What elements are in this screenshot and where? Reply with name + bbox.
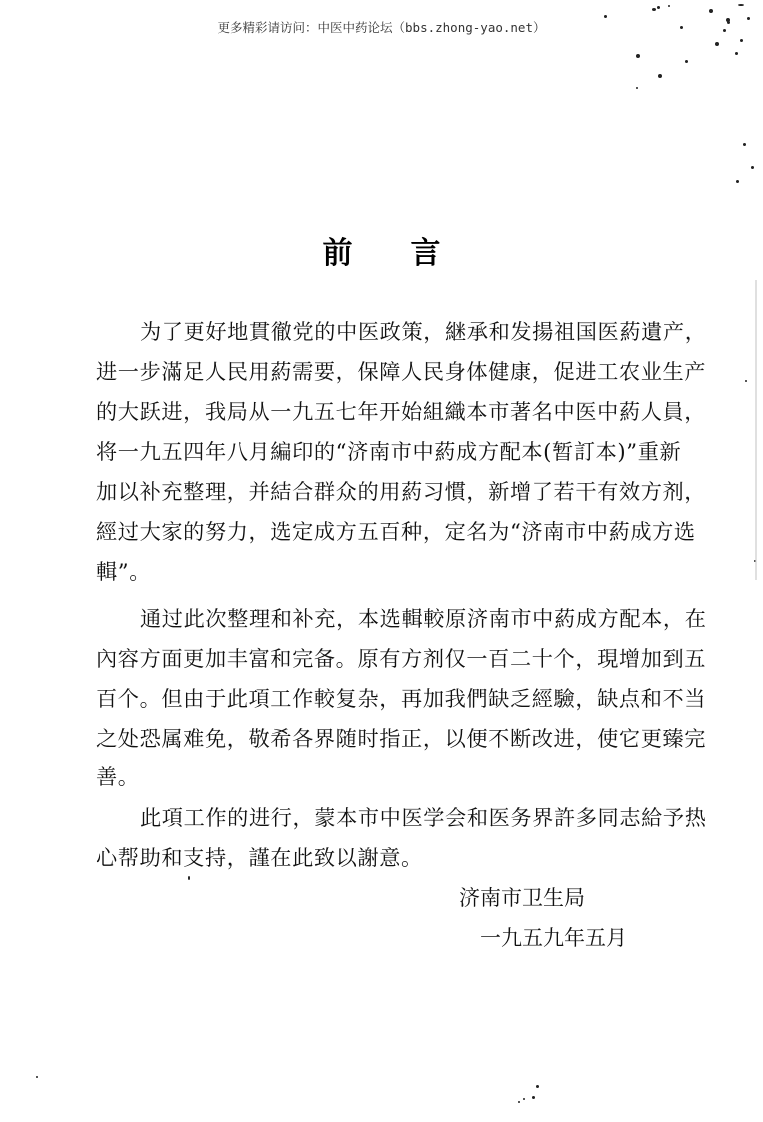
- text-line: 善。: [96, 764, 140, 789]
- title-char-1: 前: [322, 236, 353, 271]
- title-char-2: 言: [410, 236, 441, 271]
- text-line: 的大跃进，我局从一九五七年开始組織本市著名中医中葯人員，: [96, 399, 707, 424]
- text-line: 将一九五四年八月編印的“济南市中葯成方配本(暂訂本)”重新: [96, 439, 682, 464]
- text-line: 經过大家的努力，选定成方五百种，定名为“济南市中葯成方选: [96, 519, 696, 544]
- watermark-banner: 更多精彩请访问：中医中药论坛（bbs.zhong-yao.net）: [217, 20, 546, 35]
- text-line: 通过此次整理和补充，本选輯較原济南市中葯成方配本，在: [140, 606, 707, 631]
- text-line: 进一步滿足人民用葯需要，保障人民身体健康，促进工农业生产: [96, 359, 707, 384]
- text-line: 心帮助和支持，謹在此致以謝意。: [96, 845, 423, 870]
- text-line: 輯”。: [96, 559, 152, 584]
- signature-organization: 济南市卫生局: [459, 886, 585, 910]
- text-line: 之处恐属难免，敬希各界随时指正，以便不断改进，使它更臻完: [96, 726, 707, 751]
- text-line: 內容方面更加丰富和完备。原有方剂仅一百二十个，現增加到五: [96, 646, 707, 671]
- page-title: [0, 228, 763, 272]
- text-line: 为了更好地貫徹党的中医政策，継承和发揚祖国医葯遺产，: [140, 319, 707, 344]
- text-line: 百个。但由于此項工作較复杂，再加我們缺乏經驗，缺点和不当: [96, 686, 707, 711]
- signature-date: 一九五九年五月: [480, 926, 627, 950]
- text-line: 加以补充整理，并結合群众的用葯习慣，新增了若干有效方剂，: [96, 479, 707, 504]
- text-line: 此項工作的进行，蒙本市中医学会和医务界許多同志給予热: [140, 805, 707, 830]
